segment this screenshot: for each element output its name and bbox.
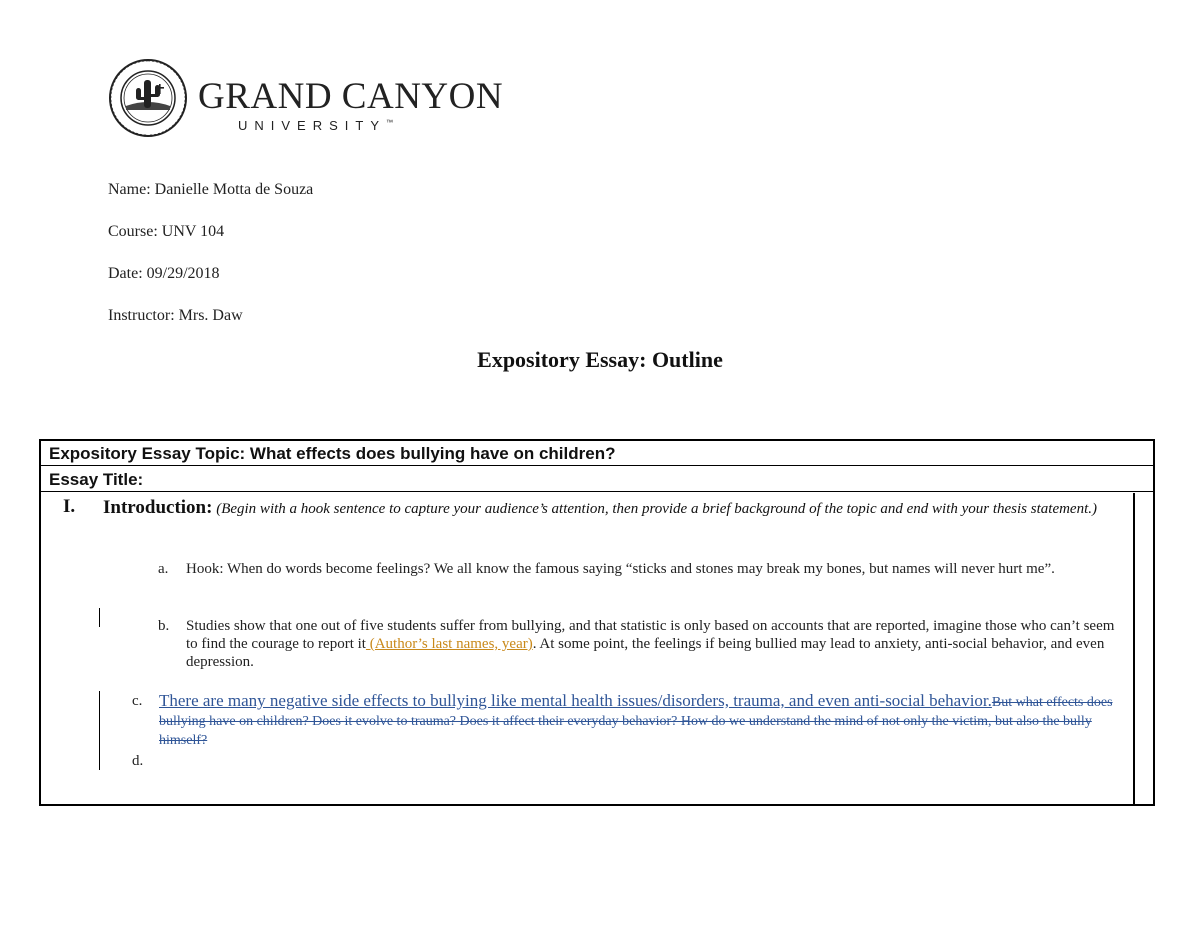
essay-title-row[interactable]: Essay Title: xyxy=(41,467,1153,492)
change-bar xyxy=(99,608,100,627)
item-text-rest: . At some point, the feelings if being bullied may lead to anxiety, anti-social behavior, and even depression. xyxy=(186,636,1105,670)
citation-placeholder[interactable]: (Author’s last names, year) xyxy=(365,636,533,652)
student-name: Name: Danielle Motta de Souza xyxy=(108,181,314,198)
item-text: Hook: When do words become feelings? We all know the famous saying “sticks and stones may break my bones, but names will never hurt me”. xyxy=(186,561,1055,577)
section-intro xyxy=(103,498,1103,519)
item-label: a. xyxy=(158,561,169,577)
outline-body[interactable] xyxy=(41,493,1153,804)
item-label: d. xyxy=(132,753,144,769)
section-number: I. xyxy=(63,496,76,517)
essay-topic-row: Expository Essay Topic: What effects does bullying have on children? xyxy=(41,441,1153,466)
course-line: Course: UNV 104 xyxy=(108,223,225,240)
item-text xyxy=(159,692,1129,750)
date-line: Date: 09/29/2018 xyxy=(108,265,220,282)
change-bar xyxy=(99,691,100,770)
instructor-line: Instructor: Mrs. Daw xyxy=(108,307,243,324)
section-heading: Introduction: xyxy=(103,497,213,518)
outline-table xyxy=(39,439,1155,806)
item-text xyxy=(186,617,1121,671)
logo-subtitle-text: UNIVERSITY xyxy=(238,118,387,133)
document-title: Expository Essay: Outline xyxy=(477,347,723,372)
tracked-deletion: But what effects does bullying have on children? Does it evolve to trauma? Does it affect their everyday behavior? How do we understand the mind of not only the victim, but also the bully himself? xyxy=(159,695,1113,748)
item-text-main: Studies show that one out of five students suffer from bullying, and that statistic is only based on accounts that are reported, imagine those who can’t seem to find the courage to report it xyxy=(186,618,1115,652)
university-seal-icon xyxy=(108,58,188,138)
logo-name: GRAND CANYON xyxy=(198,76,504,117)
item-label: c. xyxy=(132,693,143,709)
trademark-mark: ™ xyxy=(386,119,394,127)
university-logo xyxy=(108,58,504,138)
section-note: (Begin with a hook sentence to capture your audience’s attention, then provide a brief background of the topic and end with your thesis statement.) xyxy=(216,501,1098,517)
item-label: b. xyxy=(158,618,170,634)
logo-subtitle xyxy=(238,119,393,132)
tracked-insertion: There are many negative side effects to bullying like mental health issues/disorders, trauma, and even anti-social behavior. xyxy=(159,691,992,710)
column-rule xyxy=(1133,493,1135,804)
